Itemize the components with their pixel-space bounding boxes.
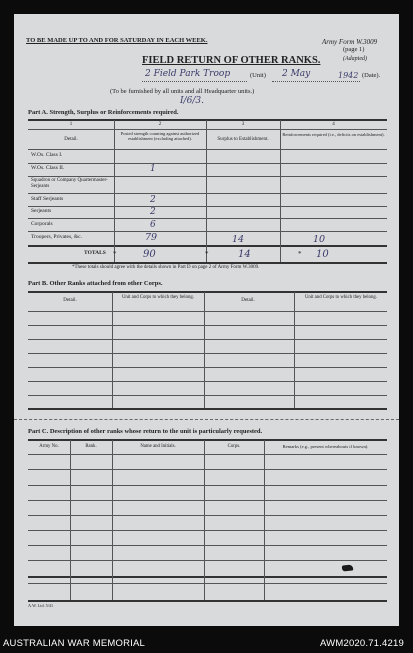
part-b-col-divider xyxy=(294,292,295,408)
footer-institution: AUSTRALIAN WAR MEMORIAL xyxy=(3,638,146,649)
date-dotted-line xyxy=(272,81,360,82)
part-a-title: Part A. Strength, Surplus or Reinforcements required. xyxy=(28,109,179,116)
reference-handwriting: I/6/3. xyxy=(180,96,204,106)
part-c-col-divider xyxy=(204,440,205,600)
total-surplus: 14 xyxy=(238,249,251,260)
part-c-row-rule xyxy=(28,485,387,486)
col-header-reinforcements: Reinforcements required (i.e., deficits on establishment). xyxy=(282,132,385,137)
part-c-row-rule xyxy=(28,545,387,546)
part-c-row-rule xyxy=(28,500,387,501)
part-c-header: Remarks (e.g., present whereabouts if known). xyxy=(282,444,369,449)
part-b-bottom-rule xyxy=(28,408,387,410)
part-c-rule xyxy=(28,583,387,584)
print-code: A.W. Ltd. 5/41 xyxy=(28,603,54,608)
row-rule xyxy=(28,206,387,207)
row-rule xyxy=(28,193,387,194)
posted-value: 1 xyxy=(150,164,156,174)
totals-asterisk: * xyxy=(113,250,117,258)
posted-value: 6 xyxy=(150,220,156,230)
row-rule xyxy=(28,176,387,177)
surplus-value: 14 xyxy=(232,234,245,245)
part-b-title: Part B. Other Ranks attached from other Corps. xyxy=(28,280,163,287)
totals-asterisk: * xyxy=(298,250,302,258)
form-id: Army Form W.3009 xyxy=(322,38,378,46)
col-header-posted: Posted strength counting against authorized establishment (excluding attached). xyxy=(120,131,200,142)
part-c-header: Army No. xyxy=(39,444,59,449)
part-c-row-rule xyxy=(28,454,387,455)
unit-dotted-line xyxy=(142,81,247,82)
part-b-row-rule xyxy=(28,311,387,312)
part-c-bottom-rule xyxy=(28,600,387,602)
furnish-note: (To be furnished by all units and all Headquarter units.) xyxy=(110,88,255,95)
col-header-detail: Detail. xyxy=(64,137,78,142)
col-number-4: 4 xyxy=(332,122,335,127)
col-number-3: 3 xyxy=(241,122,245,127)
total-reinforcements: 10 xyxy=(316,249,329,260)
row-detail: Corporals xyxy=(31,221,53,227)
row-detail: W.Os. Class I. xyxy=(31,152,63,158)
ink-blot xyxy=(342,564,354,571)
part-b-header: Unit and Corps to which they belong. xyxy=(121,295,195,300)
col-header-surplus: Surplus to Establishment. xyxy=(217,137,269,142)
part-c-row-rule xyxy=(28,469,387,470)
row-rule xyxy=(28,163,387,164)
row-detail: Serjeants xyxy=(31,208,52,214)
part-b-header: Detail. xyxy=(241,298,255,303)
part-a-top-rule xyxy=(28,119,387,121)
part-c-col-divider xyxy=(112,440,113,600)
posted-value: 79 xyxy=(145,232,158,243)
part-c-header: Rank. xyxy=(85,444,97,449)
part-c-row-rule xyxy=(28,560,387,561)
part-b-row-rule xyxy=(28,353,387,354)
col-number-2: 2 xyxy=(158,122,162,127)
footer-accession-number: AWM2020.71.4219 xyxy=(320,638,404,649)
part-b-row-rule xyxy=(28,395,387,396)
part-c-row-rule xyxy=(28,530,387,531)
part-c-title: Part C. Description of other ranks whose return to the unit is particularly requested. xyxy=(28,428,263,435)
unit-handwriting: 2 Field Park Troop xyxy=(145,69,231,79)
total-posted: 90 xyxy=(143,249,156,260)
part-c-header: Corps. xyxy=(227,444,241,449)
part-c-top-rule xyxy=(28,439,387,441)
row-detail: Squadron or Company Quartermaster-Serjeants xyxy=(31,178,108,189)
row-rule xyxy=(28,231,387,232)
totals-footnote: *These totals should agree with the details shown in Part D on page 2 of Army Form W.3009. xyxy=(72,265,260,270)
date-label: (Date). xyxy=(362,72,381,79)
form-sheet xyxy=(14,14,399,626)
part-b-col-divider xyxy=(112,292,113,408)
form-title: FIELD RETURN OF OTHER RANKS. xyxy=(142,55,321,66)
posted-value: 2 xyxy=(150,195,156,205)
part-b-header: Detail. xyxy=(63,298,77,303)
reinforcements-value: 10 xyxy=(313,234,326,245)
row-rule xyxy=(28,218,387,219)
row-detail: Troopers, Privates, &c. xyxy=(31,234,82,240)
section-divider xyxy=(14,419,399,420)
row-rule xyxy=(28,149,387,150)
unit-label: (Unit) xyxy=(250,72,266,79)
instruction-text: TO BE MADE UP TO AND FOR SATURDAY IN EACH WEEK. xyxy=(26,37,208,44)
part-b-row-rule xyxy=(28,367,387,368)
part-c-row-rule xyxy=(28,515,387,516)
year-handwriting: 1942 xyxy=(338,71,359,80)
posted-value: 2 xyxy=(150,207,156,217)
totals-asterisk: * xyxy=(205,250,209,258)
totals-label: TOTALS xyxy=(84,250,106,256)
part-b-row-rule xyxy=(28,381,387,382)
part-c-header: Name and Initials. xyxy=(140,444,176,449)
header-rule xyxy=(28,129,387,130)
part-c-col-divider xyxy=(70,440,71,600)
part-b-col-divider xyxy=(204,292,205,408)
totals-rule xyxy=(28,245,387,247)
part-b-header: Unit and Corps to which they belong. xyxy=(304,295,378,300)
part-c-rule xyxy=(28,576,387,578)
part-a-bottom-rule xyxy=(28,262,387,264)
col-divider xyxy=(206,120,207,262)
date-handwriting: 2 May xyxy=(282,69,311,79)
part-b-top-rule xyxy=(28,291,387,293)
part-c-col-divider xyxy=(264,440,265,600)
part-b-row-rule xyxy=(28,339,387,340)
adapted-label: (Adapted) xyxy=(343,56,367,62)
page-number: (page 1) xyxy=(343,46,365,53)
col-number-1: 1 xyxy=(69,122,73,127)
col-divider xyxy=(114,120,115,262)
row-detail: Staff Serjeants xyxy=(31,196,64,202)
col-divider xyxy=(280,120,281,262)
part-b-row-rule xyxy=(28,325,387,326)
row-detail: W.Os. Class II. xyxy=(31,165,65,171)
